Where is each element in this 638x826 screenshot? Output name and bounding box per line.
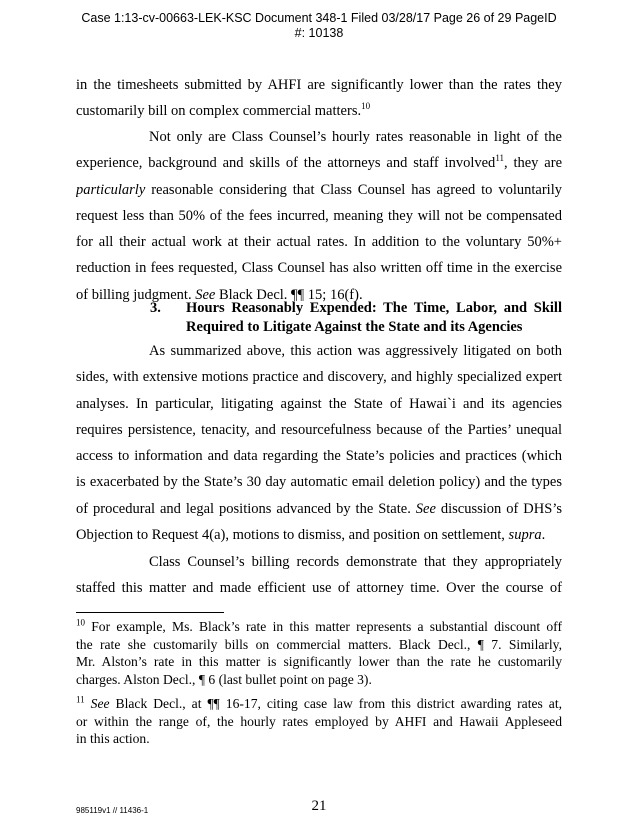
paragraph-billing-records xyxy=(76,549,562,602)
footnote-ref-11: 11 xyxy=(495,153,504,164)
section-title-line: Required to Litigate Against the State and its Agencies xyxy=(186,319,523,335)
text-segment: Black Decl., at ¶¶ 16-17, citing case law from this district awarding rates at, xyxy=(109,696,563,711)
document-id: 985119v1 // 11436-1 xyxy=(76,806,149,815)
footnote-line: or within the range of, the hourly rates employed by AHFI and Hawaii Appleseed xyxy=(76,713,562,729)
paragraph-rates-continuation xyxy=(76,72,562,125)
footnote-line: in this action. xyxy=(76,731,150,746)
section-number: 3. xyxy=(150,300,161,316)
footnote-11 xyxy=(76,695,562,748)
text-segment: , they are xyxy=(503,155,562,172)
paragraph-reasonable-rates xyxy=(76,124,562,308)
text-segment: For example, Ms. Black’s rate in this matter represents a substantial discount off xyxy=(85,619,562,634)
text-segment: Objection to Request 4(a), motions to dismiss, and position on settlement, xyxy=(76,527,509,544)
case-caption-line: Case 1:13-cv-00663-LEK-KSC Document 348-1 Filed 03/28/17 Page 26 of 29 PageID xyxy=(81,11,557,25)
footnote-line: the rate she customarily bills on commercial matters. Black Decl., ¶ 7. Similarly, xyxy=(76,636,562,652)
text-segment: of procedural and legal positions advanced by the State. xyxy=(76,500,416,517)
footnote-separator xyxy=(76,612,224,613)
text-line: analyses. In particular, litigating against the State of Hawai`i and its agencies xyxy=(76,395,562,412)
text-line xyxy=(76,177,562,203)
emphasis-text: particularly xyxy=(76,181,146,198)
section-title-line: Hours Reasonably Expended: The Time, Labor, and Skill xyxy=(186,300,562,316)
footnote-line: charges. Alston Decl., ¶ 6 (last bullet point on page 3). xyxy=(76,671,372,687)
section-heading xyxy=(150,299,562,337)
text-segment: reasonable considering that Class Counsel has agreed to voluntarily xyxy=(145,181,562,198)
text-segment: customarily bill on complex commercial matters. xyxy=(76,103,362,120)
page-id-line: #: 10138 xyxy=(294,26,344,40)
footnote-number: 11 xyxy=(76,694,85,705)
text-line: request less than 50% of the fees incurred, meaning they will not be compensated xyxy=(76,207,562,224)
text-line xyxy=(76,496,562,522)
text-segment: experience, background and skills of the attorneys and staff involved xyxy=(76,155,496,172)
footnote-number: 10 xyxy=(76,617,85,628)
footnote-10 xyxy=(76,618,562,688)
citation-signal: See xyxy=(90,696,110,711)
citation-signal: See xyxy=(415,500,436,517)
citation-signal: supra xyxy=(508,527,542,544)
text-line: in the timesheets submitted by AHFI are significantly lower than the rates they xyxy=(76,77,562,93)
footnote-line xyxy=(76,618,562,636)
text-segment: discussion of DHS’s xyxy=(435,500,562,517)
page-number: 21 xyxy=(311,798,327,814)
text-line: access to information and data regarding the State’s policies and practices (which xyxy=(76,448,562,465)
text-line: Class Counsel’s billing records demonstrate that they appropriately xyxy=(149,554,562,570)
text-segment: . xyxy=(541,527,546,544)
footnote-line: Mr. Alston’s rate in this matter is significantly lower than the rate he customarily xyxy=(76,654,562,669)
text-line xyxy=(76,150,562,176)
text-line: is exacerbated by the State’s 30 day automatic email deletion policy) and the types xyxy=(76,474,562,491)
case-header xyxy=(0,11,638,41)
footnote-line xyxy=(76,695,562,713)
paragraph-litigation-summary xyxy=(76,338,562,548)
footnote-ref-10: 10 xyxy=(361,101,371,112)
text-line xyxy=(76,98,562,124)
text-line: sides, with extensive motions practice and discovery, and highly specialized expert xyxy=(76,369,562,386)
citation-signal: See xyxy=(195,286,216,303)
text-line: requires persistence, tenacity, and resourcefulness because of the Parties’ unequal xyxy=(76,421,562,438)
text-line: reduction in fees requested, Class Counsel has also written off time in the exercise xyxy=(76,260,562,277)
text-line: for all their actual work at their actual rates. In addition to the voluntary 50%+ xyxy=(76,234,562,251)
text-segment: of billing judgment. xyxy=(76,286,196,303)
text-line: As summarized above, this action was aggressively litigated on both xyxy=(149,343,562,359)
text-segment: Black Decl. ¶¶ 15; 16(f). xyxy=(215,286,363,303)
text-line: Not only are Class Counsel’s hourly rates reasonable in light of the xyxy=(149,129,562,145)
text-line xyxy=(76,522,562,548)
text-line: staffed this matter and made efficient use of attorney time. Over the course of xyxy=(76,580,562,597)
